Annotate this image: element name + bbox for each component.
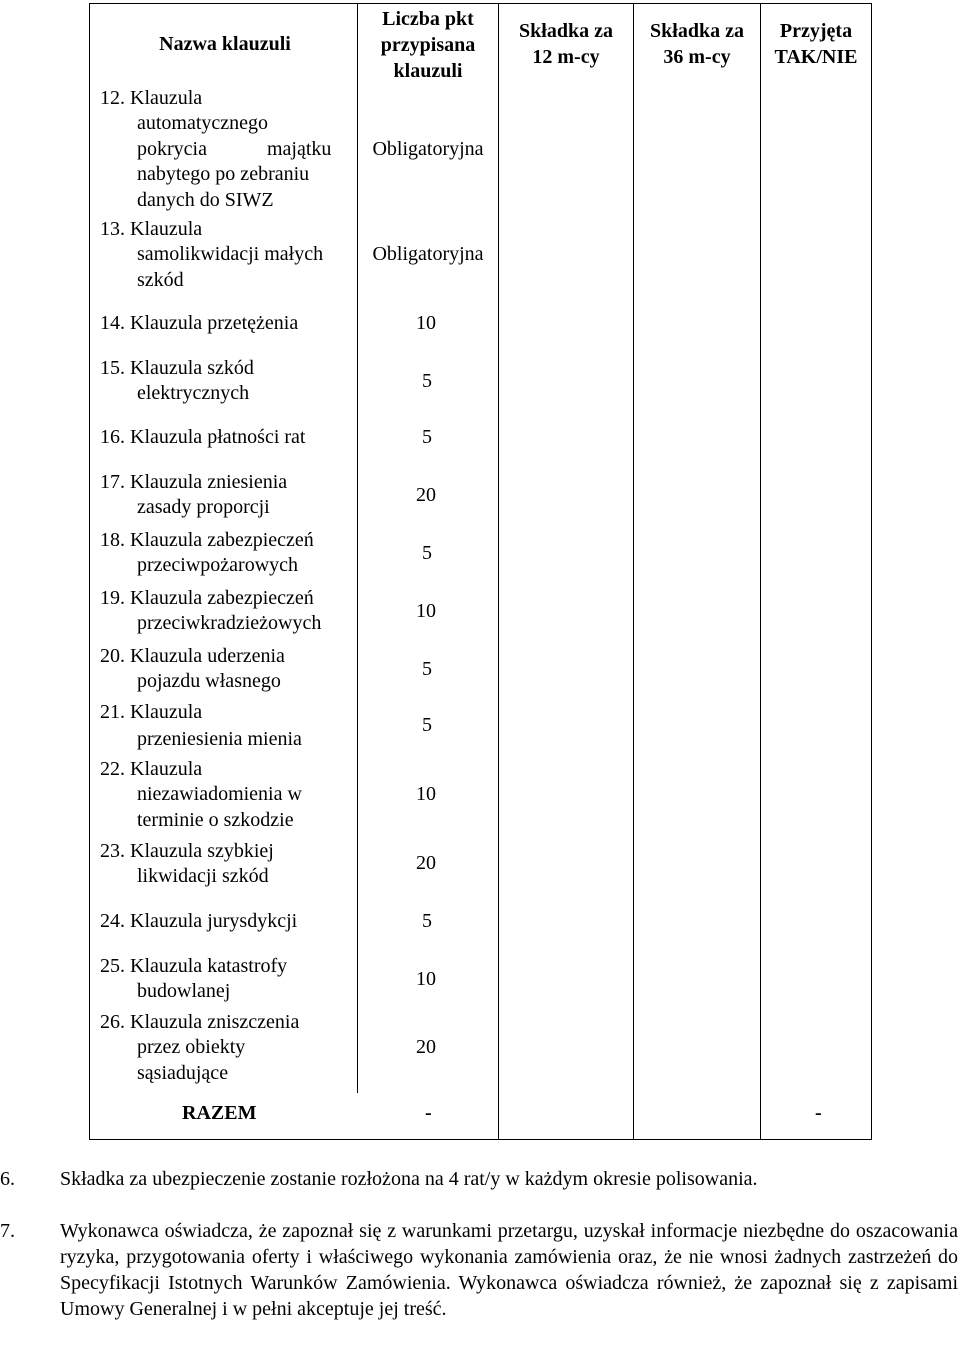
clause-name: 14. Klauzula przetężenia [100, 312, 299, 334]
header-name: Nazwa klauzuli [159, 33, 291, 55]
clause-name: niezawiadomienia w [137, 783, 302, 805]
clause-points: 5 [422, 714, 432, 736]
clause-points: 10 [416, 600, 436, 622]
clause-name: 18. Klauzula zabezpieczeń [100, 529, 314, 551]
header-points-line: klauzuli [393, 60, 463, 82]
clause-name: danych do SIWZ [137, 189, 274, 211]
clause-name: przez obiekty [137, 1036, 246, 1058]
clause-name: samolikwidacji małych [137, 243, 324, 265]
paragraph-number: 7. [0, 1220, 15, 1242]
total-label: RAZEM [182, 1102, 257, 1124]
clause-points: 5 [422, 658, 432, 680]
column-divider [633, 3, 634, 1140]
clause-name: 21. Klauzula [100, 701, 203, 723]
header-premium-12-line: Składka za [519, 20, 613, 42]
paragraph-7 [0, 1218, 958, 1322]
clause-name: 19. Klauzula zabezpieczeń [100, 587, 314, 609]
clause-name: 25. Klauzula katastrofy [100, 955, 288, 977]
clause-name: 16. Klauzula płatności rat [100, 426, 306, 448]
clause-points: 10 [416, 312, 436, 334]
header-premium-36-line: Składka za [650, 20, 744, 42]
clause-name: 23. Klauzula szybkiej [100, 840, 274, 862]
clause-points: Obligatoryjna [372, 138, 484, 160]
column-divider [357, 3, 358, 1093]
clause-name: likwidacji szkód [137, 865, 269, 887]
clause-name: szkód [137, 269, 184, 291]
clause-name: pojazdu własnego [137, 670, 281, 692]
clause-name: nabytego po zebraniu [137, 163, 310, 185]
clause-name: budowlanej [137, 980, 231, 1002]
total-premium-12: - [425, 1102, 432, 1124]
header-accepted [761, 18, 871, 70]
clause-points: 20 [416, 1036, 436, 1058]
clause-name: przeciwpożarowych [137, 554, 299, 576]
clause-points: 5 [422, 910, 432, 932]
clause-name: 12. Klauzula [100, 87, 203, 109]
column-divider [498, 3, 499, 1140]
clause-name: 20. Klauzula uderzenia [100, 645, 285, 667]
clause-name: 26. Klauzula zniszczenia [100, 1011, 300, 1033]
clause-name: 17. Klauzula zniesienia [100, 471, 288, 493]
clause-points: 20 [416, 484, 436, 506]
paragraph-text: Wykonawca oświadcza, że zapoznał się z warunkami przetargu, uzyskał informacje niezbędne do oszacowania ryzyka, przygotowania oferty i właściwego wykonania zamówienia oraz, że nie wnosi żadnych zastrzeżeń do Specyfikacji Istotnych Warunków Zamówienia. Wykonawca oświadcza również, że zapoznał się z zapisami Umowy Generalnej i w pełni akceptuje jej treść. [60, 1220, 958, 1320]
clause-name: elektrycznych [137, 382, 250, 404]
paragraph-number: 6. [0, 1168, 15, 1190]
clause-points: 10 [416, 968, 436, 990]
total-premium-36: - [815, 1102, 822, 1124]
clause-points: 10 [416, 783, 436, 805]
header-premium-12 [499, 18, 633, 70]
paragraph-6 [0, 1166, 930, 1192]
header-premium-12-line: 12 m-cy [532, 46, 600, 68]
clause-name: 24. Klauzula jurysdykcji [100, 910, 298, 932]
header-accepted-line: Przyjęta [779, 20, 853, 42]
clause-name: automatycznego [137, 112, 269, 134]
clause-name: 13. Klauzula [100, 218, 203, 240]
clause-name [137, 136, 350, 162]
clause-name: sąsiadujące [137, 1062, 229, 1084]
header-accepted-line: TAK/NIE [774, 46, 858, 68]
header-points [358, 6, 498, 84]
clause-name: terminie o szkodzie [137, 809, 294, 831]
clause-name: 22. Klauzula [100, 758, 203, 780]
clause-points: 5 [422, 370, 432, 392]
clause-points: 5 [422, 542, 432, 564]
header-points-line: Liczba pkt [382, 8, 474, 30]
header-premium-36 [634, 18, 760, 70]
clause-points: 5 [422, 426, 432, 448]
paragraph-text: Składka za ubezpieczenie zostanie rozłożona na 4 rat/y w każdym okresie polisowania. [60, 1168, 758, 1190]
clause-name-line: pokrycia majątku [137, 138, 332, 160]
clause-points: 20 [416, 852, 436, 874]
header-premium-36-line: 36 m-cy [663, 46, 731, 68]
header-points-line: przypisana [380, 34, 476, 56]
clause-name: przeciwkradzieżowych [137, 612, 322, 634]
clause-name: zasady proporcji [137, 496, 270, 518]
clause-name: 15. Klauzula szkód [100, 357, 254, 379]
clause-points: Obligatoryjna [372, 243, 484, 265]
column-divider [760, 3, 761, 1140]
clause-name: przeniesienia mienia [137, 728, 302, 750]
